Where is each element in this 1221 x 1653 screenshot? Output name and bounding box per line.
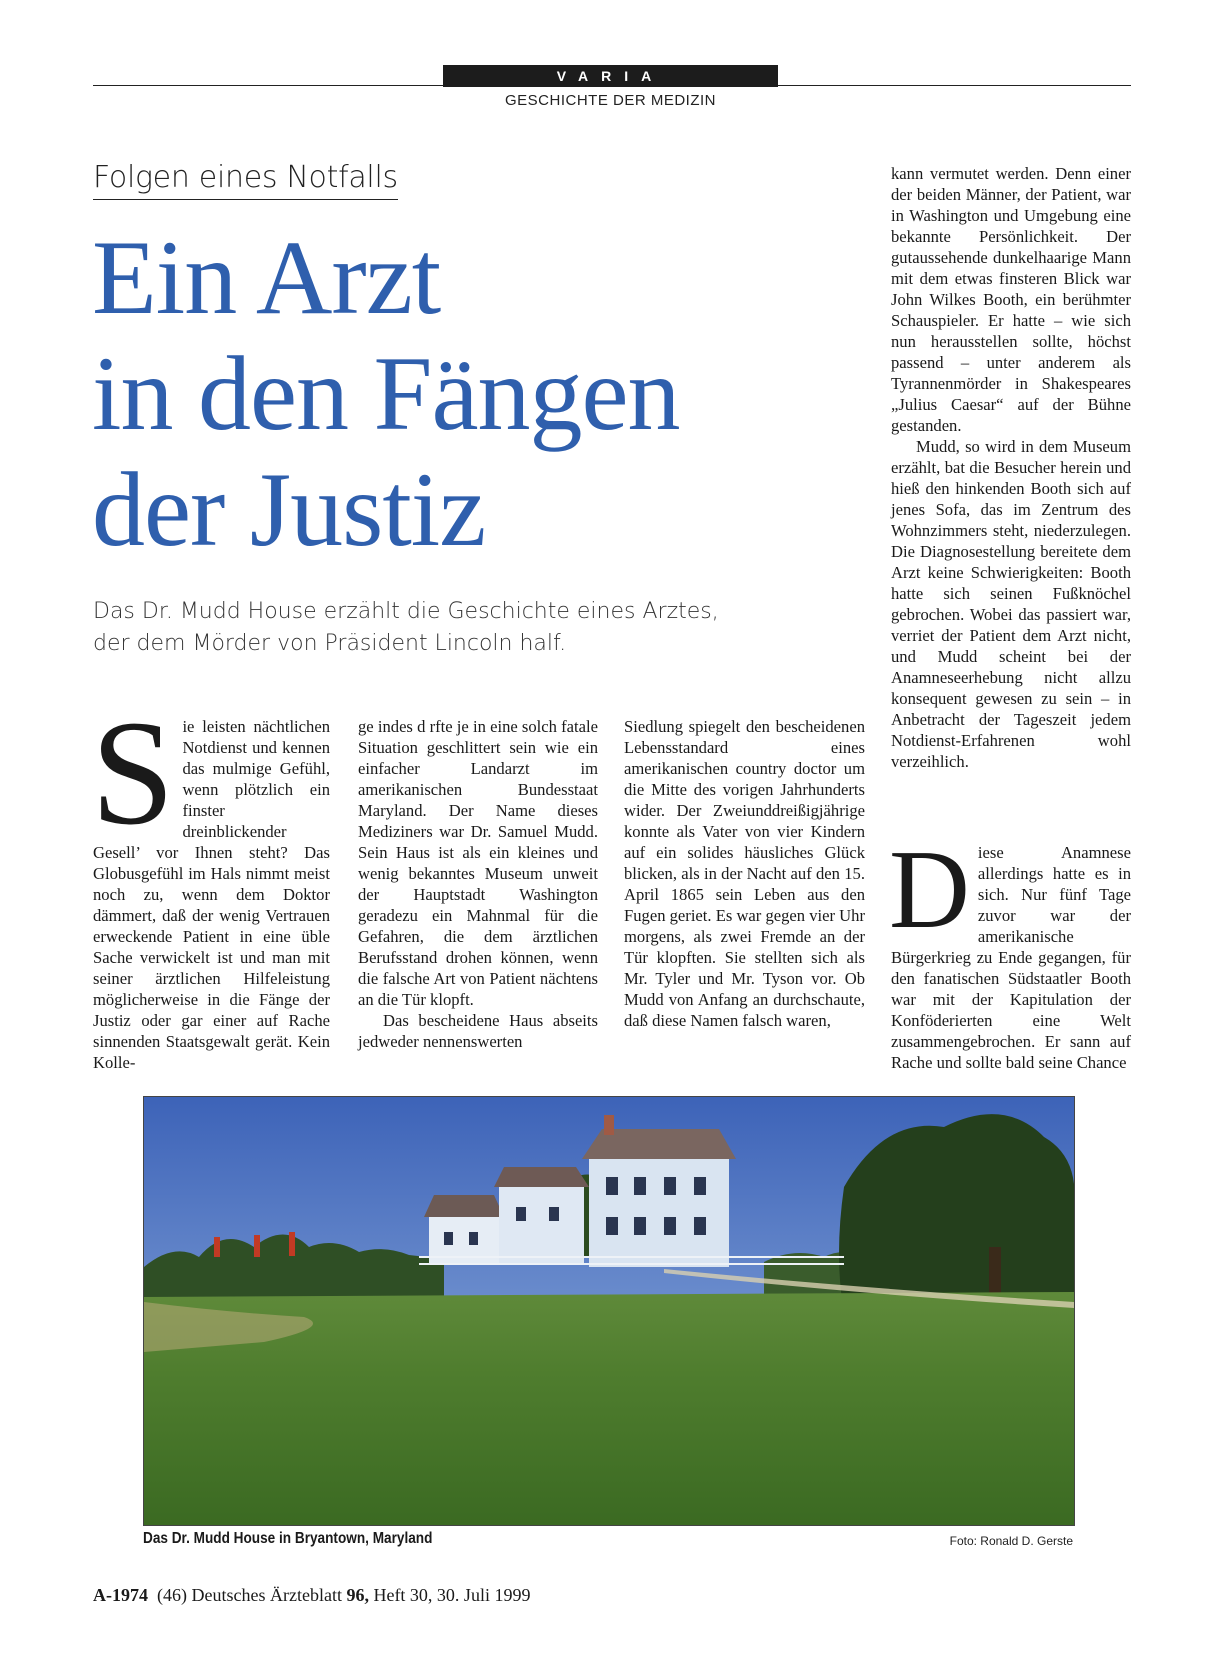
journal-issue: Heft 30, 30. Juli 1999: [373, 1585, 531, 1605]
journal-name: Deutsches Ärzteblatt: [191, 1585, 342, 1605]
paragraph: Siedlung spiegelt den bescheidenen Lebensstandard eines amerikanischen country doctor um die Mitte des vorigen Jahrhunderts wider. Der Zweiunddreißigjährige konnte als Vater von vier Kindern auf ein solides häusliches Glück blicken, als in der Nacht auf den 15. April 1865 sein Leben aus den Fugen geriet. Es war gegen vier Uhr morgens, als zwei Fremde an der Tür klopften. Sie stellten sich als Mr. Tyler und Mr. Tyson vor. Ob Mudd von Anfang an durchschaute, daß diese Namen falsch waren,: [624, 717, 865, 1030]
paragraph-text: ie leisten nächtlichen Notdienst und kennen das mulmige Gefühl, wenn plötzlich ein finster dreinblickender Gesell’ vor Ihnen steht? Das Globusgefühl im Hals nimmt meist noch zu, wenn dem Doktor dämmert, daß der wenig Vertrauen erweckende Patient in eine üble Sache verwickelt ist und man mit seiner ärztlichen Hilfeleistung möglicherweise in die Fänge der Justiz oder gar einer auf Rache sinnenden Staatsgewalt gerät. Kein Kolle-: [93, 717, 330, 1072]
article-headline: [92, 220, 832, 568]
body-column-4: [891, 163, 1131, 772]
article-kicker: Folgen eines Notfalls: [93, 160, 398, 200]
drop-cap: D: [889, 828, 970, 952]
paragraph-text: iese Anamnese allerdings hatte es in sich. Nur fünf Tage zuvor war der amerikanische Bürgerkrieg zu Ende gegangen, für den fanatischen Südstaatler Booth war mit der Kapitulation der Konföderierten eine Welt zusammengebrochen. Er sann auf Rache und sollte bald seine Chance: [891, 843, 1131, 1072]
section-bar: VARIA: [443, 65, 778, 87]
page-internal: (46): [157, 1585, 187, 1605]
article-deck: [93, 596, 823, 660]
drop-cap: S: [91, 690, 175, 856]
page-footer: [93, 1585, 530, 1606]
deck-line-1: Das Dr. Mudd House erzählt die Geschichte eines Arztes,: [93, 599, 719, 624]
photo-caption: Das Dr. Mudd House in Bryantown, Maryland: [143, 1530, 433, 1547]
section-subtitle: GESCHICHTE DER MEDIZIN: [504, 92, 716, 109]
article-photo: [143, 1096, 1075, 1526]
journal-volume: 96,: [346, 1585, 369, 1605]
paragraph: [91, 690, 330, 1073]
page-number: A-1974: [93, 1585, 148, 1605]
photo-credit: Foto: Ronald D. Gerste: [949, 1534, 1073, 1548]
headline-line-1: Ein Arzt: [92, 219, 441, 336]
deck-line-2: der dem Mörder von Präsident Lincoln half.: [93, 631, 567, 656]
headline-line-2: in den Fängen: [92, 335, 680, 452]
paragraph: [889, 828, 1131, 1073]
headline-line-3: der Justiz: [92, 451, 486, 568]
paragraph: kann vermutet werden. Denn einer der beiden Männer, der Patient, war in Washington und Umgebung eine bekannte Persönlichkeit. Der gutaussehende dunkelhaarige Mann mit dem etwas finsteren Blick war John Wilkes Booth, ein berühmter Schauspieler. Er hatte – wie sich nun herausstellen sollte, höchst passend – unter anderem als Tyrannenmörder in Shakespeares „Julius Caesar“ auf der Bühne gestanden.: [891, 164, 1131, 435]
mudd-house-photo: [144, 1097, 1074, 1525]
paragraph: Mudd, so wird in dem Museum erzählt, bat die Besucher herein und hieß den hinkenden Booth sich auf jenes Sofa, das im Zentrum des Wohnzimmers steht, niederzulegen. Die Diagnosestellung bereitete dem Arzt keine Schwierigkeiten: Booth hatte sich seinen Fußknöchel gebrochen. Wobei das passiert war, verriet der Patient dem Arzt nicht, und Mudd scheint bei der Anamneseerhebung nicht allzu konsequent gewesen zu sein – in Anbetracht der Tageszeit jedem Notdienst-Erfahrenen wohl verzeihlich.: [891, 437, 1131, 771]
body-column-3: [624, 716, 865, 1031]
body-column-1: [91, 690, 330, 1073]
paragraph: ge indes d rfte je in eine solch fatale Situation geschlittert sein wie ein einfacher Landarzt im amerikanischen Bundesstaat Maryland. Der Name dieses Mediziners war Dr. Samuel Mudd. Sein Haus ist als ein kleines und wenig bekanntes Museum unweit der Hauptstadt Washington geradezu ein Mahnmal für die Gefahren, die dem ärztlichen Berufsstand drohen können, wenn die falsche Art von Patient nächtens an die Tür klopft.: [358, 717, 598, 1009]
body-column-4b: [889, 828, 1131, 1073]
body-column-2: [358, 716, 598, 1052]
paragraph: Das bescheidene Haus abseits jedweder nennenswerten: [358, 1011, 598, 1051]
